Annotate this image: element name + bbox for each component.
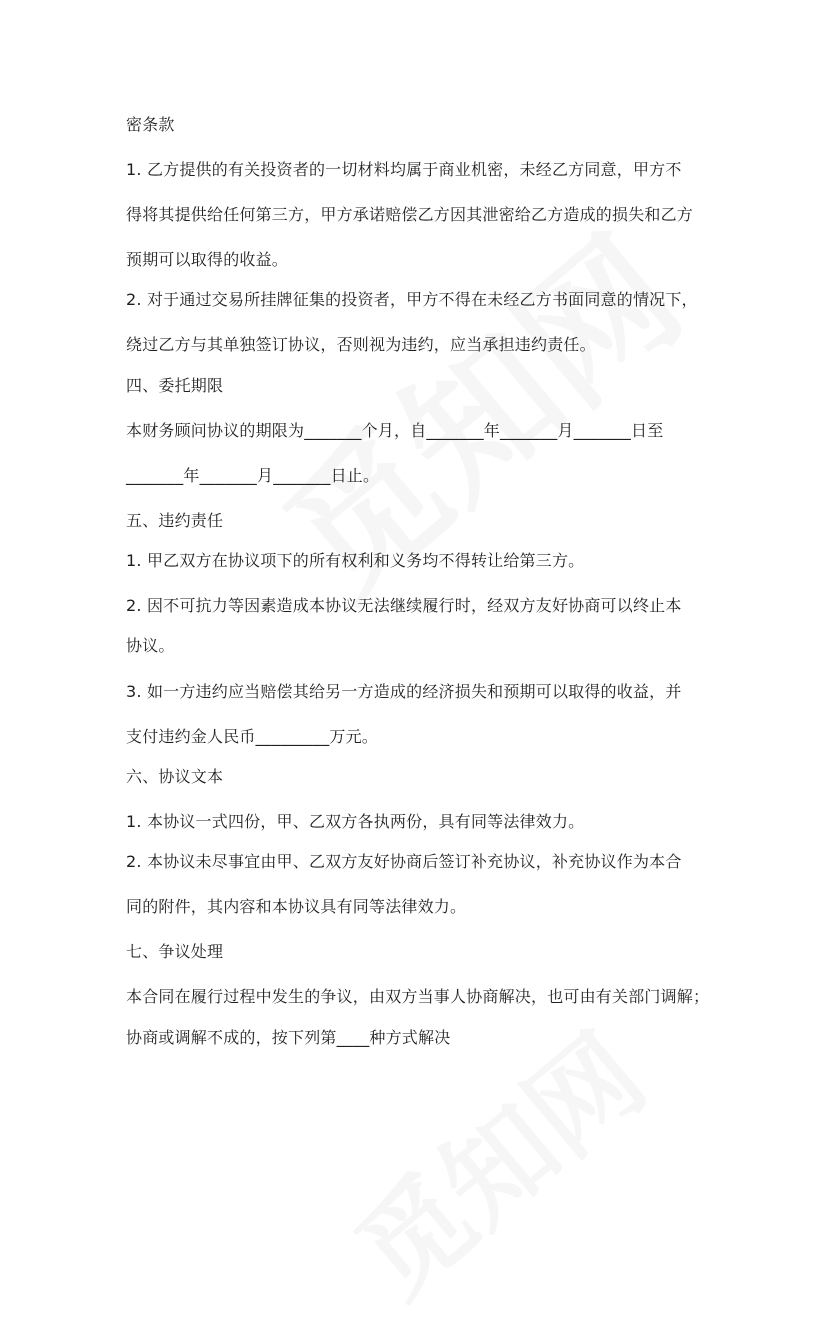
paragraph-line: 1. 乙方提供的有关投资者的一切材料均属于商业机密，未经乙方同意，甲方不 [126, 160, 682, 179]
paragraph-line: 绕过乙方与其单独签订协议，否则视为违约，应当承担违约责任。 [126, 335, 596, 354]
paragraph-line: 1. 本协议一式四份，甲、乙双方各执两份，具有同等法律效力。 [126, 812, 585, 831]
paragraph-line: 预期可以取得的收益。 [126, 250, 289, 269]
paragraph-line: 同的附件，其内容和本协议具有同等法律效力。 [126, 897, 467, 916]
section-heading: 四、委托期限 [126, 376, 224, 395]
paragraph-line: 协议。 [126, 636, 175, 655]
paragraph-line: 支付违约金人民币_________万元。 [126, 727, 379, 746]
paragraph-line: 1. 甲乙双方在协议项下的所有权利和义务均不得转让给第三方。 [126, 551, 585, 570]
paragraph-line: 2. 对于通过交易所挂牌征集的投资者，甲方不得在未经乙方书面同意的情况下， [126, 290, 698, 309]
section-heading: 六、协议文本 [126, 767, 224, 786]
section-heading: 五、违约责任 [126, 511, 224, 530]
paragraph-line: 协商或调解不成的，按下列第____种方式解决 [126, 1028, 451, 1047]
paragraph-line: 2. 本协议未尽事宜由甲、乙双方友好协商后签订补充协议，补充协议作为本合 [126, 852, 682, 871]
paragraph-line: _______年_______月_______日止。 [126, 466, 380, 485]
section-fragment-title: 密条款 [126, 115, 175, 134]
paragraph-line: 3. 如一方违约应当赔偿其给另一方造成的经济损失和预期可以取得的收益，并 [126, 682, 682, 701]
paragraph-line: 2. 因不可抗力等因素造成本协议无法继续履行时，经双方友好协商可以终止本 [126, 596, 682, 615]
section-heading: 七、争议处理 [126, 942, 224, 961]
paragraph-line: 本合同在履行过程中发生的争议，由双方当事人协商解决，也可由有关部门调解； [126, 987, 710, 1006]
paragraph-line: 得将其提供给任何第三方，甲方承诺赔偿乙方因其泄密给乙方造成的损失和乙方 [126, 205, 694, 224]
paragraph-line: 本财务顾问协议的期限为_______个月，自_______年_______月_______日至 [126, 421, 664, 440]
